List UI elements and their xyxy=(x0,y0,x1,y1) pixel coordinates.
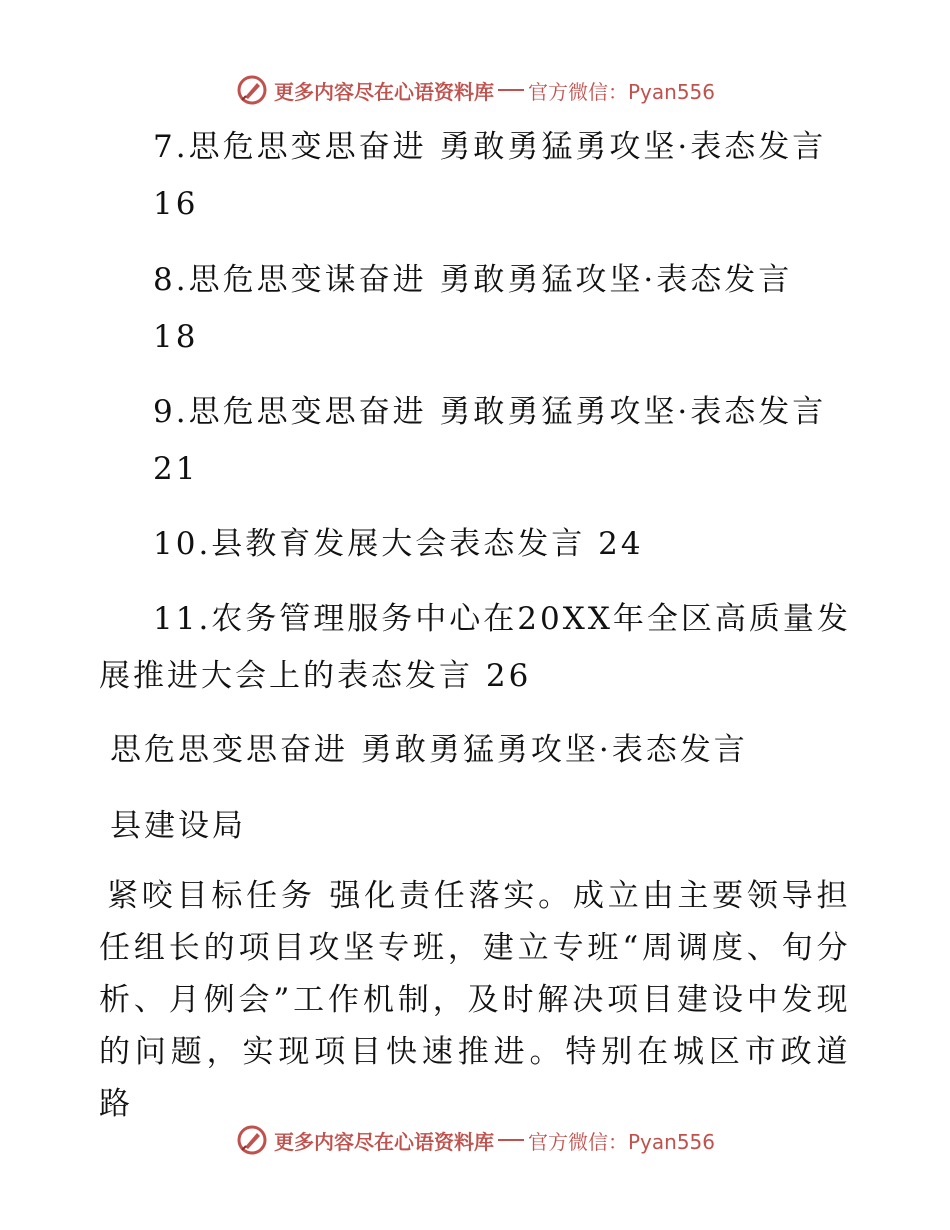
watermark-separator xyxy=(498,1139,524,1141)
footer-watermark xyxy=(236,1123,715,1157)
header-watermark xyxy=(236,73,715,107)
toc-item-9-page: 21 xyxy=(153,451,199,487)
pen-logo-icon xyxy=(236,1124,268,1156)
article-body: 紧咬目标任务 强化责任落实。成立由主要领导担任组长的项目攻坚专班，建立专班“周调度、旬分析、月例会”工作机制，及时解决项目建设中发现的问题，实现项目快速推进。特别在城区市政道路 xyxy=(99,878,851,1122)
toc-item-7: 7.思危思变思奋进 勇敢勇猛勇攻坚·表态发言 xyxy=(153,129,827,165)
toc-item-11-line1: 11.农务管理服务中心在20XX年全区高质量发 xyxy=(153,601,851,637)
pen-logo-icon xyxy=(236,74,268,106)
watermark-text: 更多内容尽在心语资料库 xyxy=(274,79,494,104)
watermark-contact: 官方微信：Pyan556 xyxy=(528,1129,716,1154)
toc-item-7-page: 16 xyxy=(153,186,199,222)
watermark-text: 更多内容尽在心语资料库 xyxy=(274,1129,494,1154)
toc-item-9: 9.思危思变思奋进 勇敢勇猛勇攻坚·表态发言 xyxy=(153,394,827,430)
toc-item-11-line2: 展推进大会上的表态发言 26 xyxy=(99,658,532,694)
toc-item-10: 10.县教育发展大会表态发言 24 xyxy=(153,526,644,562)
watermark-contact: 官方微信：Pyan556 xyxy=(528,79,716,104)
article-author: 县建设局 xyxy=(110,808,246,844)
toc-item-8-page: 18 xyxy=(153,319,199,355)
toc-item-8: 8.思危思变谋奋进 勇敢勇猛攻坚·表态发言 xyxy=(153,262,793,298)
watermark-separator xyxy=(498,89,524,91)
article-title: 思危思变思奋进 勇敢勇猛勇攻坚·表态发言 xyxy=(110,732,748,768)
